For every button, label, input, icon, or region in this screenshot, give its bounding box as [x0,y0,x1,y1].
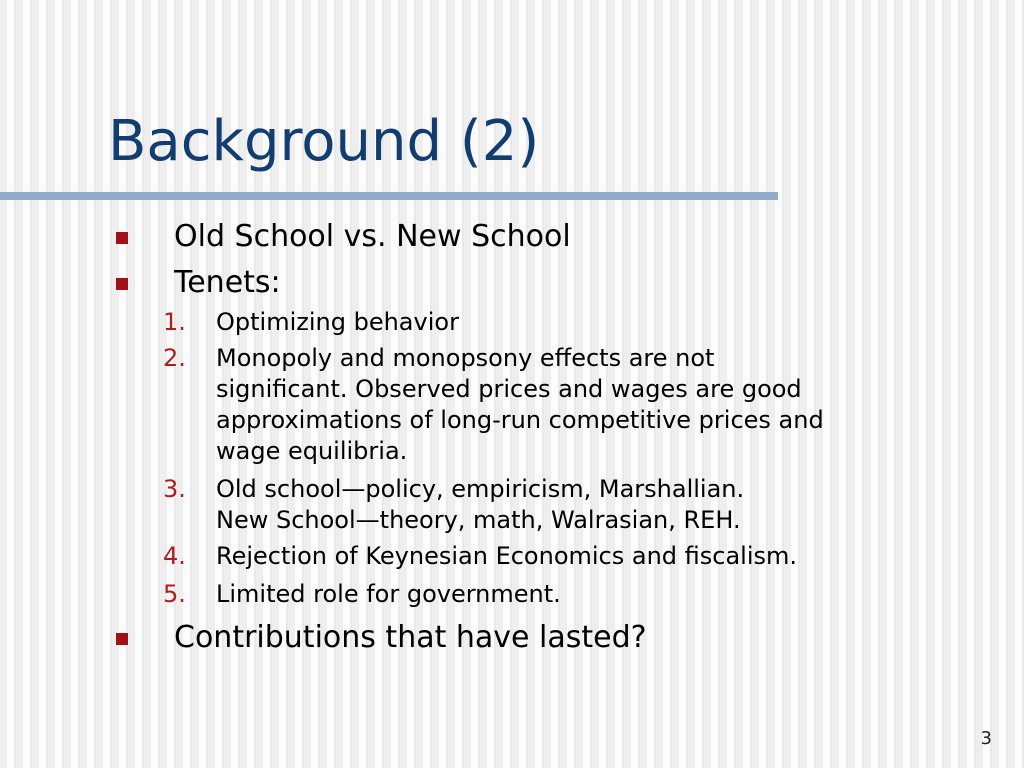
list-item-text: significant. Observed prices and wages are good [216,375,802,403]
list-item-text: Monopoly and monopsony effects are not [216,344,715,372]
list-item-text: New School—theory, math, Walrasian, REH. [216,506,741,534]
list-item-text: approximations of long-run competitive prices and [216,406,824,434]
list-item-text: Rejection of Keynesian Economics and fiscalism. [216,542,798,570]
list-number: 3. [163,475,186,503]
list-number: 2. [163,344,186,372]
square-bullet-icon [116,232,128,244]
bullet-text: Contributions that have lasted? [174,620,647,655]
square-bullet-icon [116,633,128,645]
title-divider [0,192,778,200]
square-bullet-icon [116,278,128,290]
list-item-text: Old school—policy, empiricism, Marshallian. [216,475,745,503]
list-item-text: Limited role for government. [216,580,561,608]
list-item-text: wage equilibria. [216,437,408,465]
bullet-text: Tenets: [174,265,281,300]
slide-title: Background (2) [108,109,540,174]
list-item-text: Optimizing behavior [216,308,459,336]
page-number: 3 [980,728,992,749]
list-number: 4. [163,542,186,570]
bullet-text: Old School vs. New School [174,219,571,254]
list-number: 1. [163,308,186,336]
list-number: 5. [163,580,186,608]
